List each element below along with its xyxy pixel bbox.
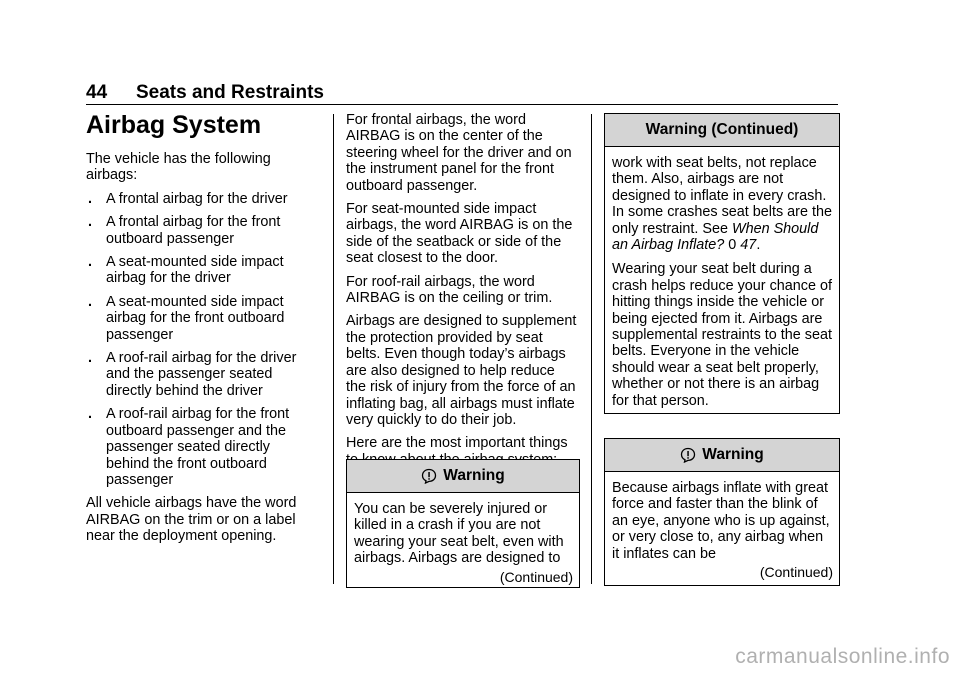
paragraph: For seat-mounted side impact airbags, the word AIRBAG is on the side of the seatback or side of the seat closest to the door. xyxy=(346,201,573,267)
paragraph: For roof-rail airbags, the word AIRBAG is on the ceiling or trim. xyxy=(346,273,553,307)
bullet: . xyxy=(88,406,92,423)
warning-text: Wearing your seat belt during a crash helps reduce your chance of hitting things inside the vehicle or being ejected from it. Airbags are supplemental restraints to the seat belts. Everyone in the vehicle should wear a seat belt properly, whether or not there is an airbag for that person. xyxy=(612,261,832,409)
continued-label: (Continued) xyxy=(759,564,833,581)
column-2 xyxy=(346,112,578,475)
warning-continued-box xyxy=(604,113,840,414)
paragraph: Airbags are designed to supplement the protection provided by seat belts. Even though today’s airbags are also designed to help reduce the risk of injury from the force of an inflating bag, all airbags must inflate very quickly to do their job. xyxy=(346,313,577,428)
bullet: . xyxy=(88,214,92,231)
column-divider-right xyxy=(591,114,592,584)
list-item: . A seat-mounted side impact airbag for the front outboard passenger xyxy=(88,293,285,343)
list-item: . A roof-rail airbag for the front outboard passenger and the passenger seated directly behind the front outboard passenger xyxy=(88,406,290,488)
list-item: . A roof-rail airbag for the driver and the passenger seated directly behind the driver xyxy=(88,350,297,399)
warning-box xyxy=(346,459,580,588)
closing-text: All vehicle airbags have the word AIRBAG on the trim or on a label near the deployment opening. xyxy=(86,495,297,545)
paragraph: Here are the most important things xyxy=(346,435,568,452)
list-item: . A frontal airbag for the front outboard passenger xyxy=(88,214,281,247)
warning-heading xyxy=(605,439,839,472)
warning-title: Warning xyxy=(443,466,505,484)
paragraph: For frontal airbags, the word AIRBAG is on the center of the steering wheel for the driver and on the instrument panel for the front outboard passenger. xyxy=(346,112,572,194)
page-title: Airbag System xyxy=(86,111,262,139)
cross-reference-link[interactable]: When Should an Airbag Inflate? xyxy=(612,220,819,254)
warning-icon xyxy=(680,447,696,463)
list-item: . A seat-mounted side impact airbag for the driver xyxy=(88,254,284,287)
warning-box-2 xyxy=(604,438,840,586)
section-title: Seats and Restraints xyxy=(136,82,324,103)
page-ref-symbol: 0 xyxy=(728,237,737,254)
column-1 xyxy=(86,111,316,552)
intro-text: The vehicle has the following airbags: xyxy=(86,151,271,184)
page-ref-number[interactable]: 47 xyxy=(740,237,757,254)
watermark: carmanualsonline.info xyxy=(735,645,950,668)
continued-label: (Continued) xyxy=(499,568,573,585)
warning-text: work with seat belts, not replace them. Also, airbags are not designed to inflate in every crash. In some crashes seat belts are the only restraint. See When Should an Airbag Inflate? 0 47. xyxy=(612,155,832,254)
bullet: . xyxy=(88,190,92,207)
warning-text: You can be severely injured or killed in a crash if you are not wearing your seat belt, even with airbags. Airbags are designed to xyxy=(354,501,564,567)
warning-text: Because airbags inflate with great force and faster than the blink of an eye, anyone who is up against, or very close to, any airbag when it inflates can be xyxy=(612,480,830,562)
bullet: . xyxy=(88,293,92,310)
column-divider-left xyxy=(333,114,334,584)
bullet: . xyxy=(88,254,92,271)
page-number: 44 xyxy=(86,82,108,103)
warning-continued-body xyxy=(605,147,839,423)
list-item: . A frontal airbag for the driver xyxy=(88,190,288,207)
warning-continued-heading: Warning (Continued) xyxy=(605,114,839,147)
warning-body xyxy=(347,493,579,591)
warning-title: Warning xyxy=(702,445,764,463)
warning-heading xyxy=(347,460,579,493)
warning-icon xyxy=(421,468,437,484)
warning-body xyxy=(605,472,839,586)
airbag-list xyxy=(86,191,316,489)
bullet: . xyxy=(88,350,92,367)
page-header xyxy=(86,82,838,105)
